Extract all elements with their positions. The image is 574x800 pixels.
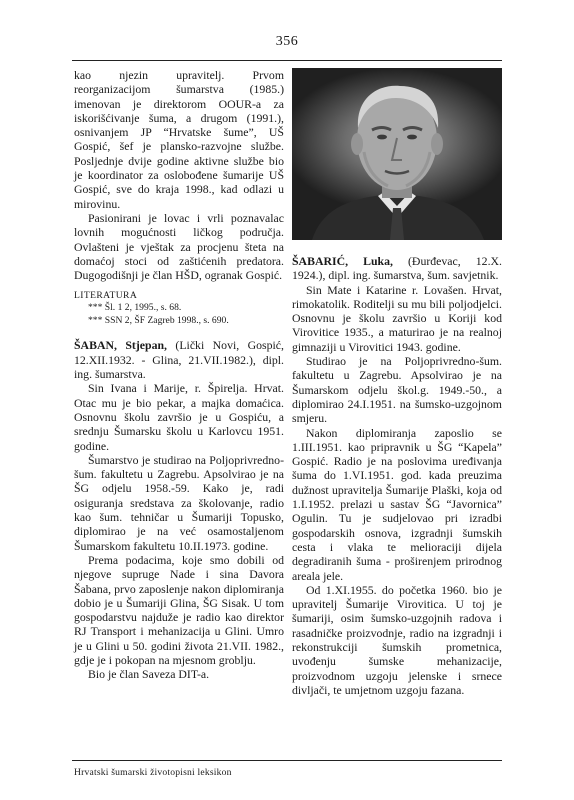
- portrait-photo: [292, 68, 502, 240]
- literatura-item: *** SSN 2, ŠF Zagreb 1998., s. 690.: [88, 315, 229, 327]
- right-column: [292, 68, 502, 697]
- portrait-figure: [292, 68, 502, 240]
- page-footer: Hrvatski šumarski životopisni leksikon: [74, 767, 232, 778]
- entry-header-saban: [74, 338, 284, 381]
- continuation-paragraph: kao njezin upravitelj. Prvom reorganizacijom šumarstva (1985.) imenovan je direktorom OOUR-a za iskorišćivanje šuma, a drugom (1991.), osnivanjem JP “Hrvatske šume”, UŠ Gospić, šef je plansko-razvojne službe. Posljednje dvije godine aktivne službe bio je koordinator za oslobođene šumarije UŠ Gospić, sve do kraja 1998., kad odlazi u mirovinu.: [74, 68, 284, 211]
- entry-paragraph: Studirao je na Poljoprivredno-šum. fakultetu u Zagrebu. Apsolvirao je na Šumarskom odjelu škol.g. 1949.-50., a diplomirao 24.I.1951. na šumsko-uzgojnom smjeru.: [292, 354, 502, 426]
- entry-name-sabaric: ŠABARIĆ, Luka,: [292, 254, 393, 268]
- entry-header-rest-sabaric: (Đurđevac, 12.X. 1924.), dipl. ing. šumarstva, šum. savjetnik.: [292, 254, 502, 283]
- bottom-rule: [72, 760, 502, 761]
- left-column: [74, 68, 284, 682]
- entry-paragraph: Prema podacima, koje smo dobili od njegove supruge Nade i sina Davora Šabana, prvo zaposlenje nakon diplomiranja dobio je u Šumariji Glina, ŠG Sisak. U tom gospodarstvu najduže je radio kao direktor RJ Transport i mehanizacija u Glini. Umro je u Glini u 50. godini života 21.VII. 1982., gdje je i pokopan na mjesnom groblju.: [74, 552, 284, 667]
- entry-paragraph: Od 1.XI.1955. do početka 1960. bio je upravitelj Šumarije Virovitica. U toj je šumariji, osim šumsko-uzgojnih radova i rasadničke proizvodnje, radio na izgradnji i rekonstrukciji šumskih prometnica, uvođenju šumske mehanizacije, proizvodnom uzgoju jelenske i srnece divljači, te umjetnom uzgoju fazana.: [292, 582, 502, 697]
- page-number: 356: [275, 34, 299, 49]
- literatura-item: *** Šl. 1 2, 1995., s. 68.: [88, 302, 182, 314]
- entry-paragraph: Nakon diplomiranja zaposlio se 1.III.1951. kao pripravnik u ŠG “Kapela” Gospić. Radio je na poslovima uređivanja šuma do 1.VI.1951. god. kada preuzima dužnost upravitelja Šumarije Plaški, koja od 1.I.1952. prelazi u sastav ŠG “Javornica” Ogulin. Tu je sudjelovao pri izradbi gospodarskih osnova, izgradnji šumskih cesta i vlaka te melioraciji dijela degradiranih šuma - proširenjem prirodnog areala jele.: [292, 425, 502, 583]
- entry-paragraph: Šumarstvo je studirao na Poljoprivredno-šum. fakultetu u Zagrebu. Apsolvirao je na ŠG odjelu 1958.-59. Kako je, radi osiguranja sredstava za školovanje, radio kao šum. tehničar u Šumariji Topusko, diplomirao je na već osamostaljenom Šumarskom fakultetu 10.II.1973. godine.: [74, 452, 284, 553]
- entry-header-rest-saban: (Lički Novi, Gospić, 12.XII.1932. - Glina, 21.VII.1982.), dipl. ing. šumarstva.: [74, 338, 284, 382]
- entry-header-sabaric: [292, 254, 502, 283]
- spacer: [74, 327, 284, 338]
- top-rule: [72, 60, 502, 61]
- literatura-heading: LITERATURA: [74, 290, 138, 302]
- continuation-paragraph-2: Pasionirani je lovac i vrli poznavalac lovnih mogućnosti ličkog područja. Ovlašteni je vještak za procjenu šteta na domaćoj stoci od zaštićenih predatora. Dugogodišnji je član HŠD, ogranak Gospić.: [74, 210, 284, 283]
- entry-paragraph: Sin Ivana i Marije, r. Špirelja. Hrvat. Otac mu je bio pekar, a majka domaćica. Osnovnu školu završio je u Gospiću, a srednju Šumarsku školu u Karlovcu 1951. godine.: [74, 381, 284, 453]
- entry-paragraph: Bio je član Saveza DIT-a.: [88, 667, 210, 682]
- entry-name-saban: ŠABAN, Stjepan,: [74, 338, 167, 353]
- entry-paragraph: Sin Mate i Katarine r. Lovašen. Hrvat, rimokatolik. Roditelji su mu bili poljodjelci. Osnovnu je školu završio u Koriji kod Virovitice 1935., a maturirao je na realnoj gimnaziji u Virovitici 1943. godine.: [292, 282, 502, 354]
